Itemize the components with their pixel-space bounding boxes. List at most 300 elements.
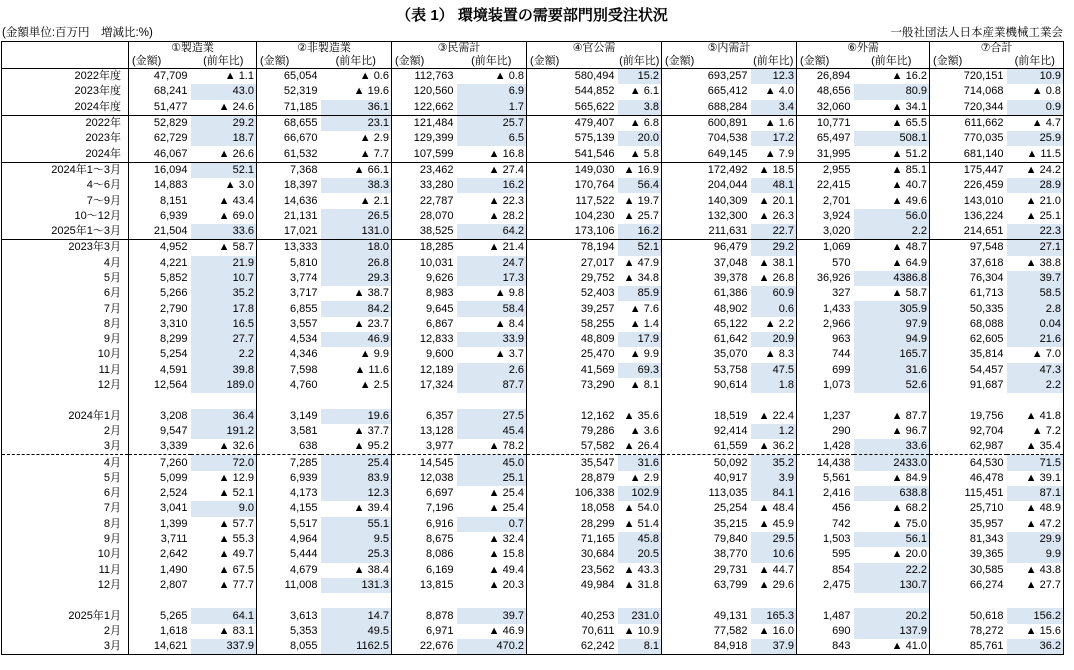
overseas-demand-amount-cell: 595 (797, 547, 854, 562)
grand-total-yoy-cell: 47.3 (1007, 363, 1064, 378)
domestic-demand-total-amount-cell: 211,631 (662, 224, 751, 240)
overseas-demand-amount-cell: 699 (797, 363, 854, 378)
sub-header-row (2, 55, 1064, 69)
yoy-subheader: (前年比) (618, 55, 662, 69)
private-demand-total-amount-cell: 12,833 (392, 332, 457, 347)
table-row (2, 363, 1064, 378)
table-row (2, 178, 1064, 193)
domestic-demand-total-amount-cell: 25,254 (662, 501, 751, 516)
private-demand-total-amount-cell: 8,878 (392, 608, 457, 623)
non-manufacturing-yoy-cell: ▲ 2.5 (359, 379, 389, 392)
manufacturing-amount-cell: 8,299 (129, 332, 191, 347)
column-header-manufacturing: ①製造業 (129, 42, 257, 56)
row-label: 11月 (2, 363, 129, 378)
overseas-demand-amount-cell: 1,487 (797, 608, 854, 623)
non-manufacturing-yoy-cell: 26.5 (321, 209, 392, 224)
domestic-demand-total-amount-cell: 61,642 (662, 332, 751, 347)
overseas-demand-amount-cell: 2,966 (797, 317, 854, 332)
public-demand-amount-cell: 70,611 (527, 624, 618, 639)
overseas-demand-amount-cell: 1,069 (797, 240, 854, 256)
manufacturing-amount-cell: 4,952 (129, 240, 191, 256)
domestic-demand-total-amount-cell: 35,215 (662, 517, 751, 532)
non-manufacturing-amount-cell-empty (257, 393, 321, 408)
public-demand-yoy-cell: 16.2 (618, 224, 662, 240)
column-header-domestic-demand-total: ⑤内需計 (662, 42, 797, 56)
grand-total-yoy-cell: ▲ 47.2 (1025, 517, 1061, 530)
yoy-subheader: (前年比) (321, 55, 392, 69)
row-label: 4月 (2, 256, 129, 271)
manufacturing-amount-cell: 62,729 (129, 131, 191, 146)
overseas-demand-yoy-cell: 508.1 (854, 131, 930, 146)
public-demand-amount-cell: 28,879 (527, 471, 618, 486)
non-manufacturing-yoy-cell: 25.3 (321, 547, 392, 562)
row-label: 2023年度 (2, 84, 129, 99)
overseas-demand-yoy-cell: 33.6 (854, 439, 930, 455)
unit-note: (金額単位:百万円 増減比:%) (2, 27, 153, 39)
grand-total-yoy-cell: 58.5 (1007, 286, 1064, 301)
private-demand-total-amount-cell: 23,462 (392, 162, 457, 178)
table-row (2, 486, 1064, 501)
non-manufacturing-amount-cell: 4,155 (257, 501, 321, 516)
domestic-demand-total-yoy-cell: 84.1 (751, 486, 797, 501)
spacer-row (2, 393, 1064, 408)
row-label: 6月 (2, 486, 129, 501)
non-manufacturing-amount-cell: 71,185 (257, 100, 321, 116)
manufacturing-yoy-cell: 2.2 (191, 347, 257, 362)
manufacturing-yoy-cell-empty (191, 593, 257, 608)
grand-total-yoy-cell: 2.2 (1007, 378, 1064, 393)
domestic-demand-total-amount-cell: 37,048 (662, 256, 751, 271)
manufacturing-yoy-cell: 189.0 (191, 378, 257, 393)
overseas-demand-yoy-cell: 305.9 (854, 301, 930, 316)
manufacturing-amount-cell-empty (129, 593, 191, 608)
domestic-demand-total-yoy-cell: ▲ 38.1 (758, 256, 794, 269)
private-demand-total-amount-cell: 8,086 (392, 547, 457, 562)
private-demand-total-amount-cell: 6,697 (392, 486, 457, 501)
public-demand-yoy-cell-empty (618, 393, 662, 408)
table-row (2, 146, 1064, 162)
private-demand-total-amount-cell: 122,662 (392, 100, 457, 116)
grand-total-amount-cell: 78,272 (930, 624, 1007, 639)
public-demand-yoy-cell: 102.9 (618, 486, 662, 501)
column-header-private-demand-total: ③民需計 (392, 42, 527, 56)
non-manufacturing-yoy-cell: ▲ 23.7 (353, 317, 389, 330)
non-manufacturing-amount-cell: 4,964 (257, 532, 321, 547)
yoy-subheader: (前年比) (854, 55, 930, 69)
public-demand-yoy-cell: ▲ 2.9 (629, 471, 659, 484)
public-demand-yoy-cell: ▲ 47.9 (623, 256, 659, 269)
domestic-demand-total-amount-cell-empty (662, 393, 751, 408)
private-demand-total-yoy-cell: ▲ 78.2 (488, 440, 524, 453)
domestic-demand-total-amount-cell: 29,731 (662, 563, 751, 578)
domestic-demand-total-amount-cell: 92,414 (662, 424, 751, 439)
domestic-demand-total-yoy-cell: ▲ 26.3 (758, 209, 794, 222)
private-demand-total-amount-cell: 6,169 (392, 563, 457, 578)
private-demand-total-yoy-cell: ▲ 9.8 (494, 287, 524, 300)
grand-total-yoy-cell: 28.9 (1007, 178, 1064, 193)
grand-total-yoy-cell: 0.9 (1007, 100, 1064, 116)
private-demand-total-yoy-cell-empty (457, 593, 527, 608)
public-demand-yoy-cell: 69.3 (618, 363, 662, 378)
row-label: 12月 (2, 578, 129, 593)
table-body (2, 69, 1064, 655)
table-row (2, 301, 1064, 316)
grand-total-yoy-cell: 156.2 (1007, 608, 1064, 623)
private-demand-total-yoy-cell: 45.0 (457, 455, 527, 471)
non-manufacturing-yoy-cell: 26.8 (321, 256, 392, 271)
non-manufacturing-yoy-cell: 19.6 (321, 409, 392, 424)
overseas-demand-yoy-cell: ▲ 85.1 (854, 162, 930, 178)
overseas-demand-amount-cell: 456 (797, 501, 854, 516)
overseas-demand-amount-cell: 36,926 (797, 271, 854, 286)
private-demand-total-amount-cell: 10,031 (392, 256, 457, 271)
domestic-demand-total-yoy-cell: 29.5 (751, 532, 797, 547)
public-demand-yoy-cell: ▲ 31.8 (623, 578, 659, 591)
column-header-non-manufacturing: ②非製造業 (257, 42, 392, 56)
public-demand-yoy-cell: ▲ 16.9 (618, 162, 662, 178)
domestic-demand-total-amount-cell: 48,902 (662, 301, 751, 316)
non-manufacturing-amount-cell: 5,444 (257, 547, 321, 562)
table-row (2, 639, 1064, 655)
domestic-demand-total-yoy-cell: 35.2 (751, 455, 797, 471)
row-label: 10～12月 (2, 209, 129, 224)
non-manufacturing-yoy-cell: 38.3 (321, 178, 392, 193)
overseas-demand-yoy-cell: ▲ 65.5 (854, 115, 930, 131)
grand-total-amount-cell: 136,224 (930, 209, 1007, 224)
overseas-demand-yoy-cell: ▲ 58.7 (891, 287, 927, 300)
overseas-demand-yoy-cell: 22.2 (854, 563, 930, 578)
domestic-demand-total-yoy-cell: 60.9 (751, 286, 797, 301)
row-label: 2月 (2, 624, 129, 639)
public-demand-amount-cell: 117,522 (527, 193, 618, 208)
non-manufacturing-yoy-cell: ▲ 95.2 (353, 440, 389, 453)
table-row (2, 115, 1064, 131)
non-manufacturing-yoy-cell: ▲ 37.7 (353, 424, 389, 437)
manufacturing-yoy-cell: 36.4 (191, 409, 257, 424)
manufacturing-yoy-cell: ▲ 69.0 (218, 209, 254, 222)
private-demand-total-amount-cell: 28,070 (392, 209, 457, 224)
non-manufacturing-amount-cell: 18,397 (257, 178, 321, 193)
row-label: 12月 (2, 378, 129, 393)
row-label: 2024年 (2, 146, 129, 162)
overseas-demand-amount-cell: 10,771 (797, 115, 854, 131)
overseas-demand-amount-cell: 14,438 (797, 455, 854, 471)
table-row (2, 517, 1064, 532)
public-demand-yoy-cell-empty (618, 593, 662, 608)
grand-total-amount-cell: 720,344 (930, 100, 1007, 116)
manufacturing-amount-cell: 51,477 (129, 100, 191, 116)
private-demand-total-yoy-cell: ▲ 49.4 (488, 563, 524, 576)
public-demand-amount-cell: 78,194 (527, 240, 618, 256)
public-demand-amount-cell-empty (527, 593, 618, 608)
grand-total-yoy-cell-empty (1007, 593, 1064, 608)
manufacturing-yoy-cell: 191.2 (191, 424, 257, 439)
row-label: 7～9月 (2, 193, 129, 208)
non-manufacturing-yoy-cell: ▲ 38.4 (353, 563, 389, 576)
domestic-demand-total-amount-cell: 132,300 (662, 209, 751, 224)
domestic-demand-total-yoy-cell: 29.2 (751, 240, 797, 256)
non-manufacturing-amount-cell: 4,346 (257, 347, 321, 362)
non-manufacturing-yoy-cell: 36.1 (321, 100, 392, 116)
amount-subheader: (金額) (392, 55, 457, 69)
domestic-demand-total-amount-cell: 600,891 (662, 115, 751, 131)
grand-total-amount-cell: 97,548 (930, 240, 1007, 256)
private-demand-total-yoy-cell: 17.3 (457, 271, 527, 286)
overseas-demand-yoy-cell: ▲ 96.7 (891, 424, 927, 437)
non-manufacturing-yoy-cell: 1162.5 (321, 639, 392, 655)
table-row (2, 378, 1064, 393)
non-manufacturing-amount-cell: 3,149 (257, 409, 321, 424)
grand-total-amount-cell: 19,756 (930, 409, 1007, 424)
grand-total-yoy-cell: 87.1 (1007, 486, 1064, 501)
overseas-demand-yoy-cell: 94.9 (854, 332, 930, 347)
private-demand-total-amount-cell: 8,675 (392, 532, 457, 547)
row-label: 11月 (2, 563, 129, 578)
grand-total-amount-cell: 214,651 (930, 224, 1007, 240)
manufacturing-yoy-cell: 64.1 (191, 608, 257, 623)
public-demand-amount-cell: 29,752 (527, 271, 618, 286)
private-demand-total-amount-cell: 6,867 (392, 317, 457, 332)
public-demand-yoy-cell: 20.5 (618, 547, 662, 562)
public-demand-yoy-cell: 20.0 (618, 131, 662, 146)
overseas-demand-amount-cell: 1,073 (797, 378, 854, 393)
non-manufacturing-yoy-cell: ▲ 38.7 (353, 287, 389, 300)
grand-total-yoy-cell: ▲ 7.2 (1031, 424, 1061, 437)
public-demand-yoy-cell: ▲ 1.4 (629, 317, 659, 330)
private-demand-total-yoy-cell: 16.2 (457, 178, 527, 193)
public-demand-amount-cell: 479,407 (527, 115, 618, 131)
manufacturing-amount-cell: 16,094 (129, 162, 191, 178)
overseas-demand-yoy-cell: 56.1 (854, 532, 930, 547)
column-header-overseas-demand: ⑥外需 (797, 42, 930, 56)
public-demand-amount-cell: 49,984 (527, 578, 618, 593)
manufacturing-yoy-cell: ▲ 83.1 (218, 624, 254, 637)
private-demand-total-amount-cell: 112,763 (392, 69, 457, 85)
private-demand-total-amount-cell: 6,357 (392, 409, 457, 424)
yoy-subheader: (前年比) (457, 55, 527, 69)
manufacturing-amount-cell: 3,339 (129, 439, 191, 455)
domestic-demand-total-yoy-cell: 10.6 (751, 547, 797, 562)
row-label: 4～6月 (2, 178, 129, 193)
non-manufacturing-amount-cell: 4,173 (257, 486, 321, 501)
manufacturing-yoy-cell: 29.2 (191, 115, 257, 131)
private-demand-total-yoy-cell: ▲ 25.4 (488, 487, 524, 500)
overseas-demand-yoy-cell: 638.8 (854, 486, 930, 501)
table-row (2, 347, 1064, 362)
private-demand-total-yoy-cell: 27.5 (457, 409, 527, 424)
private-demand-total-amount-cell: 12,189 (392, 363, 457, 378)
row-label: 6月 (2, 286, 129, 301)
grand-total-yoy-cell: 2.8 (1007, 301, 1064, 316)
manufacturing-yoy-cell: 43.0 (191, 84, 257, 99)
grand-total-amount-cell: 175,447 (930, 162, 1007, 178)
private-demand-total-yoy-cell: ▲ 16.8 (488, 147, 524, 160)
private-demand-total-yoy-cell: 64.2 (457, 224, 527, 240)
overseas-demand-amount-cell: 2,701 (797, 193, 854, 208)
manufacturing-amount-cell: 12,564 (129, 378, 191, 393)
manufacturing-yoy-cell: ▲ 24.6 (218, 100, 254, 113)
manufacturing-yoy-cell: 33.6 (191, 224, 257, 240)
overseas-demand-amount-cell: 1,428 (797, 439, 854, 455)
domestic-demand-total-yoy-cell: ▲ 2.2 (764, 317, 794, 330)
overseas-demand-amount-cell: 32,060 (797, 100, 854, 116)
non-manufacturing-amount-cell: 3,717 (257, 286, 321, 301)
overseas-demand-amount-cell: 5,561 (797, 471, 854, 486)
domestic-demand-total-yoy-cell: ▲ 48.4 (758, 502, 794, 515)
grand-total-yoy-cell: ▲ 24.2 (1007, 162, 1064, 178)
public-demand-yoy-cell: ▲ 34.8 (623, 272, 659, 284)
overseas-demand-yoy-cell: ▲ 48.7 (854, 240, 930, 256)
public-demand-amount-cell: 544,852 (527, 84, 618, 99)
private-demand-total-yoy-cell: 24.7 (457, 256, 527, 271)
grand-total-amount-cell: 46,478 (930, 471, 1007, 486)
manufacturing-amount-cell: 7,260 (129, 455, 191, 471)
non-manufacturing-yoy-cell: ▲ 11.6 (354, 363, 389, 376)
domestic-demand-total-amount-cell: 39,378 (662, 271, 751, 286)
column-header-public-demand: ④官公需 (527, 42, 662, 56)
public-demand-amount-cell: 27,017 (527, 256, 618, 271)
private-demand-total-yoy-cell: ▲ 32.4 (488, 533, 524, 546)
table-row (2, 84, 1064, 99)
table-row (2, 332, 1064, 347)
domestic-demand-total-yoy-cell: 165.3 (751, 608, 797, 623)
domestic-demand-total-yoy-cell: 17.2 (751, 131, 797, 146)
non-manufacturing-amount-cell: 7,285 (257, 455, 321, 471)
non-manufacturing-amount-cell: 6,855 (257, 301, 321, 316)
public-demand-amount-cell: 73,290 (527, 378, 618, 393)
non-manufacturing-amount-cell: 11,008 (257, 578, 321, 593)
row-label-empty (2, 593, 129, 608)
private-demand-total-yoy-cell: ▲ 27.4 (457, 162, 527, 178)
manufacturing-amount-cell: 2,524 (129, 486, 191, 501)
overseas-demand-yoy-cell: 80.9 (854, 84, 930, 99)
grand-total-amount-cell: 35,814 (930, 347, 1007, 362)
grand-total-amount-cell: 81,343 (930, 532, 1007, 547)
private-demand-total-amount-cell: 107,599 (392, 146, 457, 162)
overseas-demand-amount-cell: 1,503 (797, 532, 854, 547)
row-label: 10月 (2, 547, 129, 562)
domestic-demand-total-amount-cell: 63,799 (662, 578, 751, 593)
non-manufacturing-amount-cell: 3,774 (257, 271, 321, 286)
grand-total-yoy-cell: ▲ 27.7 (1025, 578, 1061, 591)
domestic-demand-total-yoy-cell: ▲ 22.4 (758, 409, 794, 422)
public-demand-amount-cell: 23,562 (527, 563, 618, 578)
manufacturing-amount-cell: 6,939 (129, 209, 191, 224)
overseas-demand-amount-cell-empty (797, 593, 854, 608)
yoy-subheader: (前年比) (191, 55, 257, 69)
grand-total-yoy-cell: ▲ 48.9 (1025, 502, 1061, 515)
table-row (2, 501, 1064, 516)
non-manufacturing-amount-cell: 52,319 (257, 84, 321, 99)
overseas-demand-yoy-cell: ▲ 20.0 (891, 548, 927, 561)
private-demand-total-amount-cell: 8,983 (392, 286, 457, 301)
non-manufacturing-amount-cell: 8,055 (257, 639, 321, 655)
domestic-demand-total-yoy-cell: 20.9 (751, 332, 797, 347)
yoy-subheader: (前年比) (1007, 55, 1064, 69)
non-manufacturing-amount-cell: 66,670 (257, 131, 321, 146)
private-demand-total-yoy-cell: 25.1 (457, 471, 527, 486)
manufacturing-amount-cell: 4,221 (129, 256, 191, 271)
demand-sector-orders-table (1, 41, 1064, 655)
table-row (2, 624, 1064, 639)
domestic-demand-total-amount-cell: 172,492 (662, 162, 751, 178)
table-row (2, 209, 1064, 224)
manufacturing-amount-cell: 14,883 (129, 178, 191, 193)
domestic-demand-total-amount-cell: 49,131 (662, 608, 751, 623)
row-label: 2023年 (2, 131, 129, 146)
grand-total-amount-cell: 770,035 (930, 131, 1007, 146)
domestic-demand-total-yoy-cell: 3.9 (751, 471, 797, 486)
grand-total-amount-cell: 50,335 (930, 301, 1007, 316)
private-demand-total-yoy-cell: 58.4 (457, 301, 527, 316)
domestic-demand-total-amount-cell: 113,035 (662, 486, 751, 501)
grand-total-yoy-cell: ▲ 11.5 (1026, 147, 1061, 160)
non-manufacturing-amount-cell: 6,939 (257, 471, 321, 486)
source-organization: 一般社団法人日本産業機械工業会 (890, 27, 1063, 39)
grand-total-amount-cell-empty (930, 393, 1007, 408)
table-row (2, 578, 1064, 593)
table-row (2, 455, 1064, 471)
manufacturing-yoy-cell: ▲ 3.0 (224, 179, 254, 192)
private-demand-total-amount-cell: 121,484 (392, 115, 457, 131)
public-demand-amount-cell: 48,809 (527, 332, 618, 347)
overseas-demand-amount-cell: 22,415 (797, 178, 854, 193)
row-label: 5月 (2, 271, 129, 286)
non-manufacturing-yoy-cell: 131.0 (321, 224, 392, 240)
non-manufacturing-amount-cell: 5,353 (257, 624, 321, 639)
private-demand-total-yoy-cell: 1.7 (457, 100, 527, 116)
non-manufacturing-yoy-cell: 18.0 (321, 240, 392, 256)
domestic-demand-total-yoy-cell-empty (751, 593, 797, 608)
public-demand-amount-cell: 62,242 (527, 639, 618, 655)
domestic-demand-total-amount-cell: 77,582 (662, 624, 751, 639)
public-demand-yoy-cell: 3.8 (618, 100, 662, 116)
row-label: 2024年1月 (2, 409, 129, 424)
domestic-demand-total-amount-cell: 96,479 (662, 240, 751, 256)
row-label: 3月 (2, 639, 129, 655)
grand-total-amount-cell: 54,457 (930, 363, 1007, 378)
public-demand-amount-cell: 170,764 (527, 178, 618, 193)
private-demand-total-amount-cell: 6,971 (392, 624, 457, 639)
row-label: 8月 (2, 317, 129, 332)
private-demand-total-yoy-cell: 2.6 (457, 363, 527, 378)
manufacturing-yoy-cell: 9.0 (191, 501, 257, 516)
overseas-demand-yoy-cell: 130.7 (854, 578, 930, 593)
overseas-demand-amount-cell: 843 (797, 639, 854, 655)
private-demand-total-yoy-cell: 39.7 (457, 608, 527, 623)
grand-total-yoy-cell: ▲ 41.8 (1025, 409, 1061, 422)
grand-total-amount-cell: 115,451 (930, 486, 1007, 501)
domestic-demand-total-yoy-cell: 0.6 (751, 301, 797, 316)
grand-total-amount-cell: 92,704 (930, 424, 1007, 439)
column-header-grand-total: ⑦合計 (930, 42, 1064, 56)
grand-total-amount-cell: 681,140 (930, 146, 1007, 162)
public-demand-yoy-cell: ▲ 10.9 (623, 624, 659, 637)
domestic-demand-total-yoy-cell: 1.8 (751, 378, 797, 393)
row-label: 2月 (2, 424, 129, 439)
domestic-demand-total-yoy-cell: 22.7 (751, 224, 797, 240)
domestic-demand-total-yoy-cell-empty (751, 393, 797, 408)
amount-subheader: (金額) (930, 55, 1007, 69)
non-manufacturing-amount-cell: 4,534 (257, 332, 321, 347)
grand-total-amount-cell: 68,088 (930, 317, 1007, 332)
manufacturing-amount-cell: 3,208 (129, 409, 191, 424)
overseas-demand-amount-cell: 48,656 (797, 84, 854, 99)
manufacturing-yoy-cell: ▲ 26.6 (218, 147, 254, 160)
overseas-demand-yoy-cell: ▲ 64.9 (891, 256, 927, 269)
domestic-demand-total-yoy-cell: ▲ 36.2 (758, 440, 794, 453)
private-demand-total-yoy-cell: 87.7 (457, 378, 527, 393)
